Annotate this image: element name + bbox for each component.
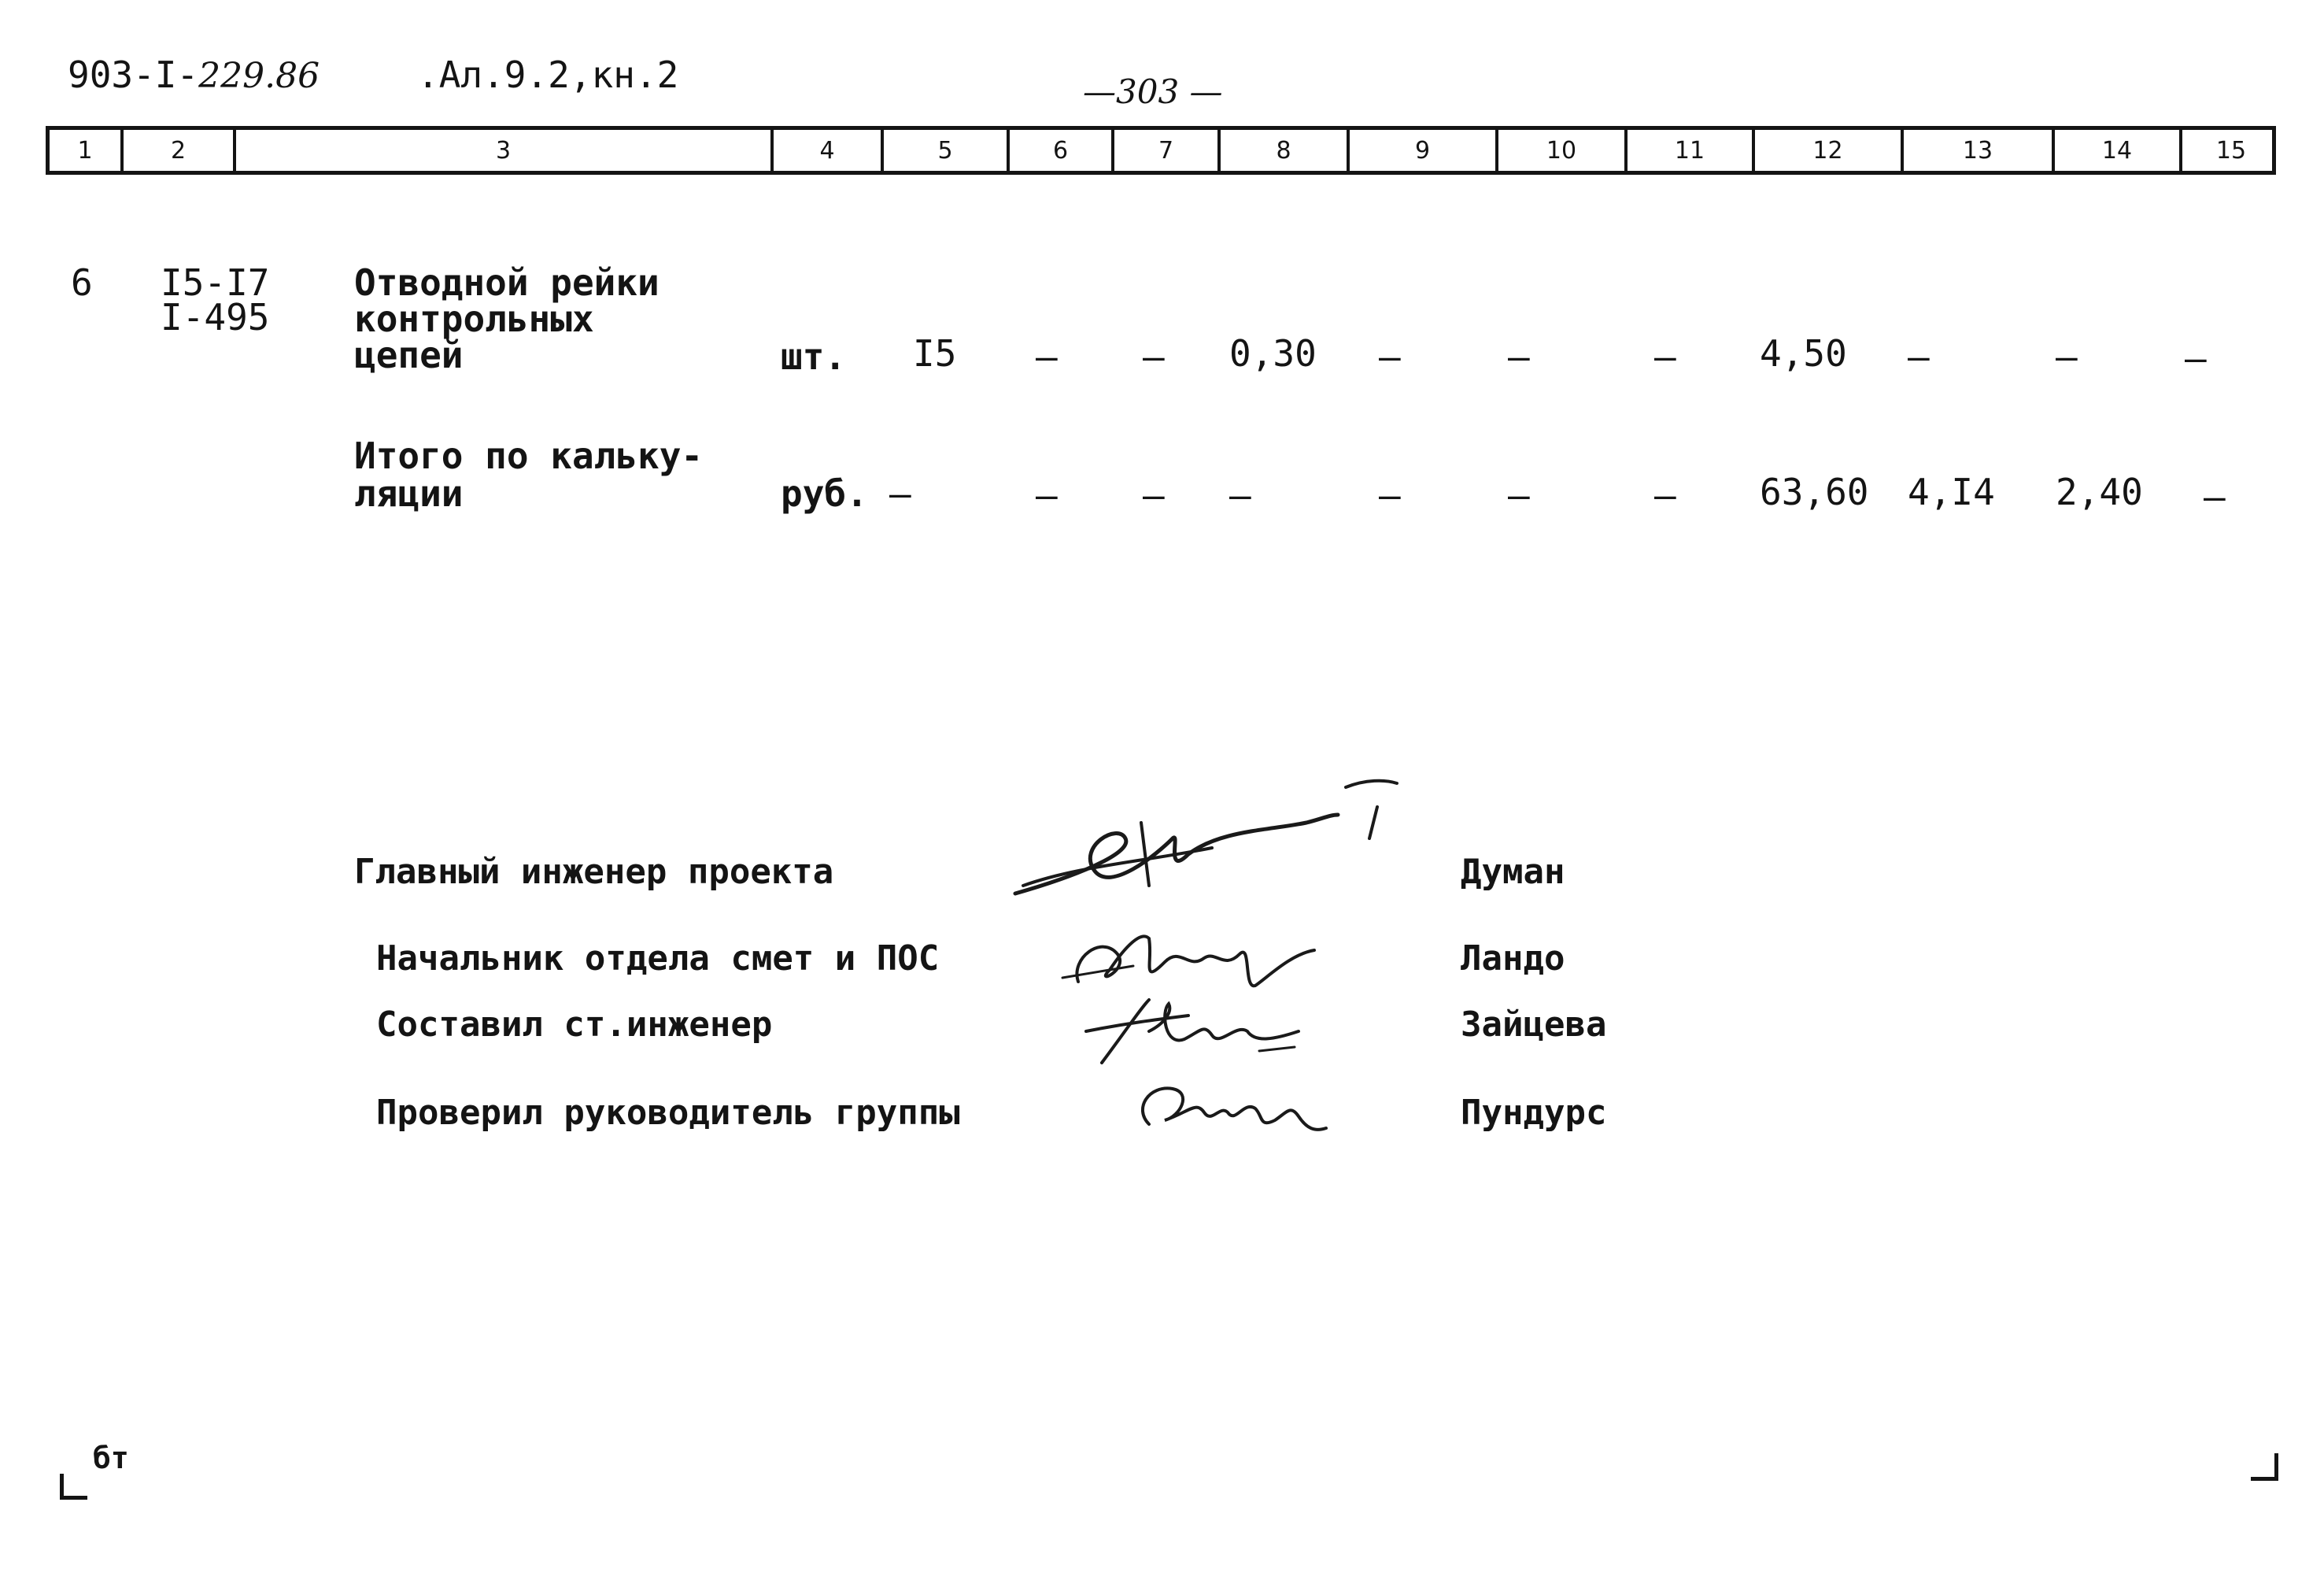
handwritten-signature-4 bbox=[1118, 1069, 1338, 1148]
column-number: 2 bbox=[120, 130, 233, 171]
corner-mark-bottom-left bbox=[60, 1474, 87, 1500]
column-number: 9 bbox=[1347, 130, 1495, 171]
doc-code bbox=[68, 54, 320, 96]
total-col-5: – bbox=[889, 472, 911, 515]
row-col-10: – bbox=[1508, 335, 1530, 378]
total-col-15: – bbox=[2204, 475, 2226, 518]
column-number: 12 bbox=[1752, 130, 1901, 171]
total-col-12: 63,60 bbox=[1760, 471, 1869, 513]
signature-name-checker: Пундурс bbox=[1461, 1093, 1607, 1133]
total-col-6: – bbox=[1036, 474, 1058, 516]
signature-role-compiler: Составил ст.инженер bbox=[376, 1005, 773, 1045]
handwritten-signature-3 bbox=[1078, 984, 1330, 1079]
total-label-line-1: Итого по кальку- bbox=[354, 435, 704, 477]
signature-role-dept-head: Начальник отдела смет и ПОС bbox=[376, 938, 940, 979]
signature-name-dept-head: Ландо bbox=[1461, 938, 1565, 979]
total-col-8: – bbox=[1229, 474, 1251, 516]
total-col-9: – bbox=[1379, 474, 1401, 516]
signature-name-chief-engineer: Думан bbox=[1461, 852, 1565, 892]
footer-mark: бт bbox=[93, 1441, 129, 1475]
column-number-bar bbox=[46, 126, 2276, 175]
row-col-11: – bbox=[1654, 335, 1676, 378]
column-number: 8 bbox=[1217, 130, 1347, 171]
row-col-15: – bbox=[2185, 337, 2207, 379]
signature-name-compiler: Зайцева bbox=[1461, 1005, 1607, 1045]
column-number: 5 bbox=[881, 130, 1007, 171]
corner-mark-bottom-right bbox=[2251, 1453, 2278, 1481]
column-number: 13 bbox=[1901, 130, 2052, 171]
doc-code-prefix: 903-I- bbox=[68, 54, 199, 96]
total-unit: руб. bbox=[781, 472, 868, 515]
page-number: —303 — bbox=[1083, 72, 1223, 111]
column-number: 4 bbox=[770, 130, 881, 171]
row-col-7: – bbox=[1143, 335, 1165, 378]
row-name-line-2: контрольных bbox=[354, 298, 594, 340]
signature-role-checker: Проверил руководитель группы bbox=[376, 1093, 960, 1133]
row-col-13: – bbox=[1908, 335, 1930, 378]
row-number: 6 bbox=[71, 261, 93, 304]
row-col-8: 0,30 bbox=[1229, 332, 1317, 375]
total-col-10: – bbox=[1508, 474, 1530, 516]
row-col-5: I5 bbox=[913, 332, 957, 375]
total-col-11: – bbox=[1654, 474, 1676, 516]
column-number: 15 bbox=[2179, 130, 2280, 171]
album-reference: .Ал.9.2,кн.2 bbox=[417, 54, 679, 96]
total-label-line-2: ляции bbox=[354, 472, 464, 515]
column-number: 7 bbox=[1111, 130, 1217, 171]
handwritten-signature-1 bbox=[1007, 775, 1417, 905]
total-col-7: – bbox=[1143, 474, 1165, 516]
row-code-2: I-495 bbox=[161, 296, 270, 339]
column-number: 6 bbox=[1007, 130, 1111, 171]
row-col-14: – bbox=[2056, 335, 2078, 378]
column-number: 1 bbox=[77, 136, 93, 165]
row-col-6: – bbox=[1036, 335, 1058, 378]
row-unit: шт. bbox=[781, 335, 847, 378]
row-name-line-3: цепей bbox=[354, 334, 464, 376]
row-col-9: – bbox=[1379, 335, 1401, 378]
doc-code-handwritten: 229.86 bbox=[198, 56, 320, 96]
row-col-12: 4,50 bbox=[1760, 332, 1847, 375]
total-col-14: 2,40 bbox=[2056, 471, 2143, 513]
column-number: 11 bbox=[1624, 130, 1752, 171]
signature-role-chief-engineer: Главный инженер проекта bbox=[354, 852, 834, 892]
row-name-line-1: Отводной рейки bbox=[354, 261, 660, 304]
column-number: 14 bbox=[2052, 130, 2179, 171]
column-number: 10 bbox=[1495, 130, 1624, 171]
total-col-13: 4,I4 bbox=[1908, 471, 1995, 513]
column-number: 3 bbox=[233, 130, 770, 171]
row-code-1: I5-I7 bbox=[161, 261, 270, 304]
